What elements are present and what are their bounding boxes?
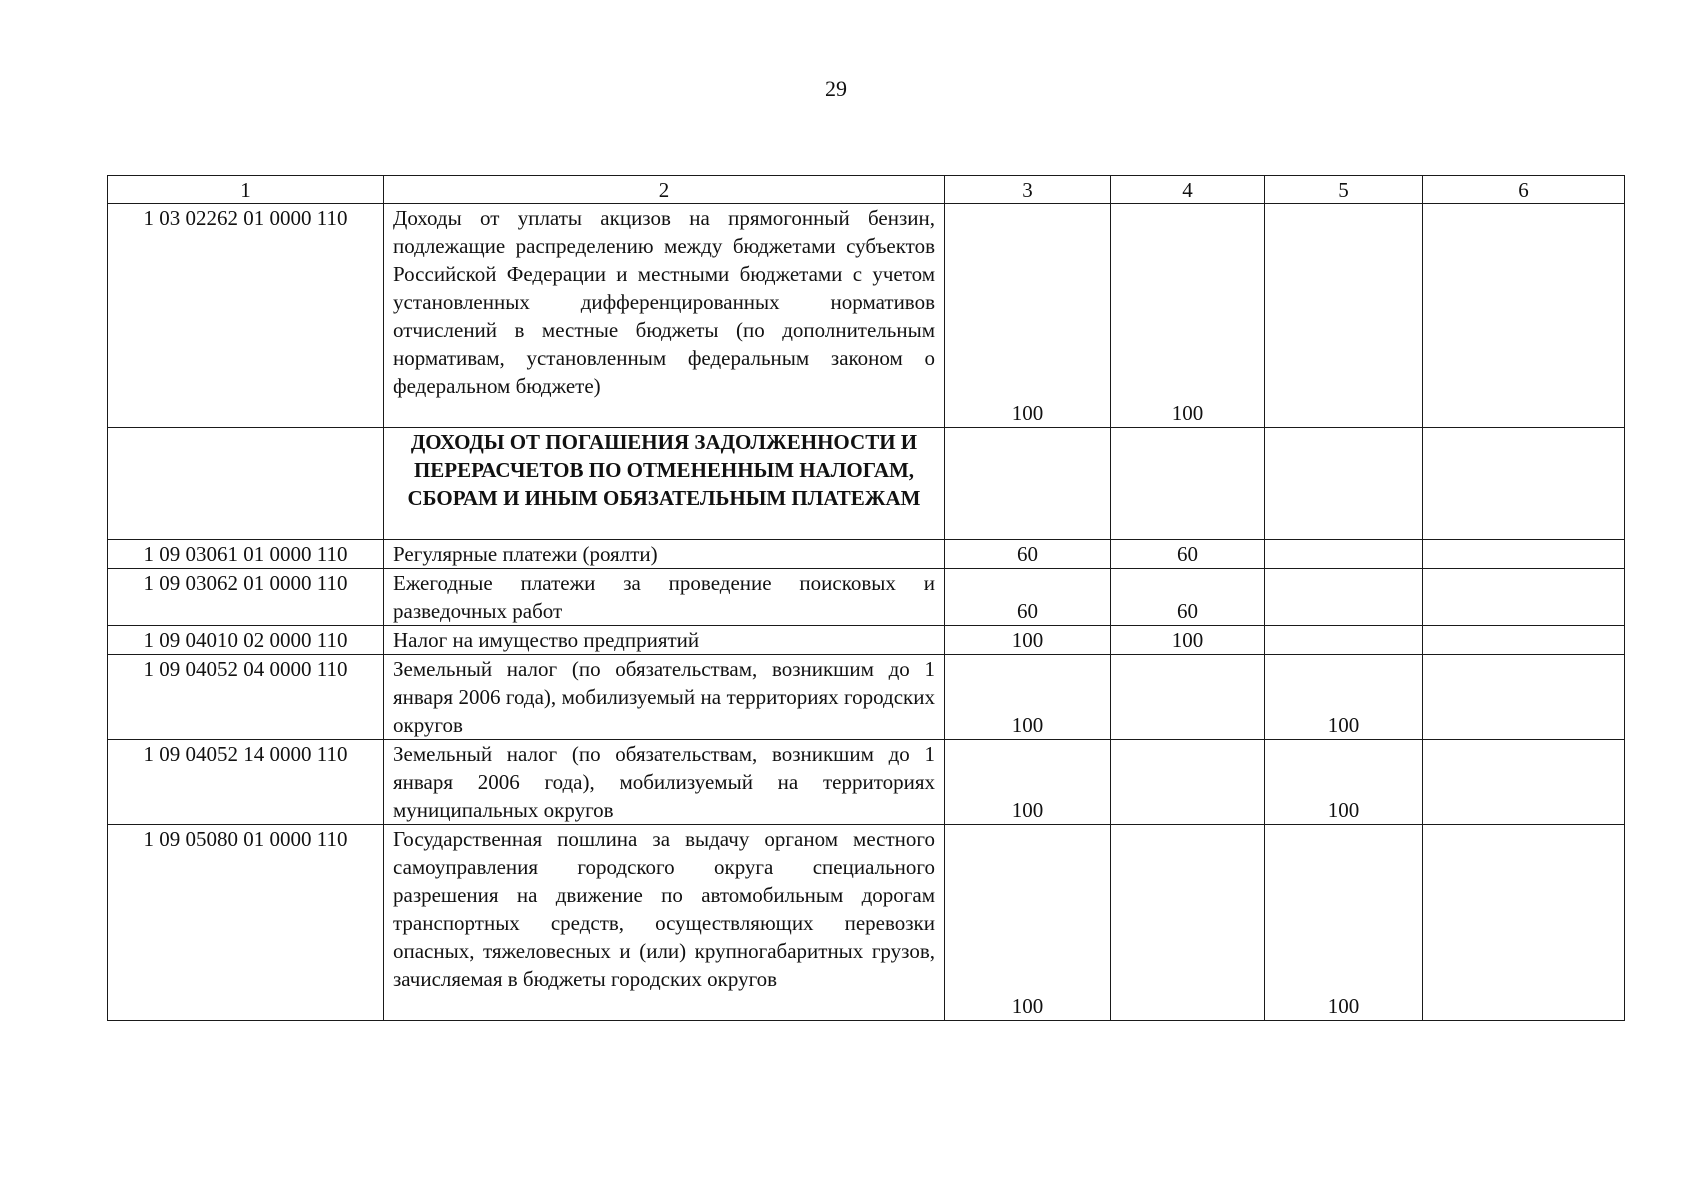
column-5-value [1265, 204, 1423, 428]
column-header: 2 [384, 176, 945, 204]
revenue-name: Земельный налог (по обязательствам, возникшим до 1 января 2006 года), мобилизуемый на территориях городских округов [384, 655, 945, 740]
column-5-value [1265, 626, 1423, 655]
section-header-row [108, 428, 1625, 540]
column-3-value: 100 [945, 740, 1111, 825]
revenue-name: Налог на имущество предприятий [384, 626, 945, 655]
column-6-value [1423, 825, 1625, 1021]
revenue-name: Земельный налог (по обязательствам, возникшим до 1 января 2006 года), мобилизуемый на территориях муниципальных округов [384, 740, 945, 825]
column-5-value: 100 [1265, 825, 1423, 1021]
column-6-value [1423, 569, 1625, 626]
column-6-value [1423, 204, 1625, 428]
empty-cell [1423, 428, 1625, 540]
column-5-value: 100 [1265, 655, 1423, 740]
table-row [108, 655, 1625, 740]
column-4-value: 60 [1111, 569, 1265, 626]
column-3-value: 100 [945, 825, 1111, 1021]
column-6-value [1423, 740, 1625, 825]
budget-code: 1 09 05080 01 0000 110 [108, 825, 384, 1021]
column-4-value [1111, 655, 1265, 740]
empty-cell [945, 428, 1111, 540]
table-row [108, 825, 1625, 1021]
table-header-row [108, 176, 1625, 204]
table-row [108, 204, 1625, 428]
table-row [108, 569, 1625, 626]
column-6-value [1423, 655, 1625, 740]
column-5-value: 100 [1265, 740, 1423, 825]
revenue-name: Регулярные платежи (роялти) [384, 540, 945, 569]
column-header: 3 [945, 176, 1111, 204]
column-4-value: 60 [1111, 540, 1265, 569]
revenue-name: Ежегодные платежи за проведение поисковых и разведочных работ [384, 569, 945, 626]
empty-cell [108, 428, 384, 540]
section-title: ДОХОДЫ ОТ ПОГАШЕНИЯ ЗАДОЛЖЕННОСТИ И ПЕРЕРАСЧЕТОВ ПО ОТМЕНЕННЫМ НАЛОГАМ, СБОРАМ И ИНЫМ ОБЯЗАТЕЛЬНЫМ ПЛАТЕЖАМ [384, 428, 945, 540]
table-row [108, 540, 1625, 569]
budget-code: 1 09 04052 14 0000 110 [108, 740, 384, 825]
column-4-value: 100 [1111, 626, 1265, 655]
column-3-value: 60 [945, 569, 1111, 626]
budget-code: 1 09 04052 04 0000 110 [108, 655, 384, 740]
column-4-value [1111, 825, 1265, 1021]
column-6-value [1423, 540, 1625, 569]
empty-cell [1111, 428, 1265, 540]
column-header: 4 [1111, 176, 1265, 204]
column-3-value: 100 [945, 204, 1111, 428]
column-4-value: 100 [1111, 204, 1265, 428]
budget-code: 1 09 03062 01 0000 110 [108, 569, 384, 626]
empty-cell [1265, 428, 1423, 540]
column-header: 6 [1423, 176, 1625, 204]
column-header: 1 [108, 176, 384, 204]
column-5-value [1265, 540, 1423, 569]
budget-code: 1 09 04010 02 0000 110 [108, 626, 384, 655]
table-row [108, 740, 1625, 825]
column-3-value: 60 [945, 540, 1111, 569]
table-row [108, 626, 1625, 655]
page-number: 29 [825, 76, 847, 101]
column-header: 5 [1265, 176, 1423, 204]
column-3-value: 100 [945, 655, 1111, 740]
column-6-value [1423, 626, 1625, 655]
budget-code: 1 09 03061 01 0000 110 [108, 540, 384, 569]
column-3-value: 100 [945, 626, 1111, 655]
column-5-value [1265, 569, 1423, 626]
column-4-value [1111, 740, 1265, 825]
budget-code: 1 03 02262 01 0000 110 [108, 204, 384, 428]
revenue-name: Государственная пошлина за выдачу органом местного самоуправления городского округа специального разрешения на движение по автомобильным дорогам транспортных средств, осуществляющих перевозки опасных, тяжеловесных и (или) крупногабаритных грузов, зачисляемая в бюджеты городских округов [384, 825, 945, 1021]
revenue-name: Доходы от уплаты акцизов на прямогонный бензин, подлежащие распределению между бюджетами субъектов Российской Федерации и местными бюджетами с учетом установленных дифференцированных нормативов отчислений в местные бюджеты (по дополнительным нормативам, установленным федеральным законом о федеральном бюджете) [384, 204, 945, 428]
revenue-table [107, 175, 1625, 1021]
